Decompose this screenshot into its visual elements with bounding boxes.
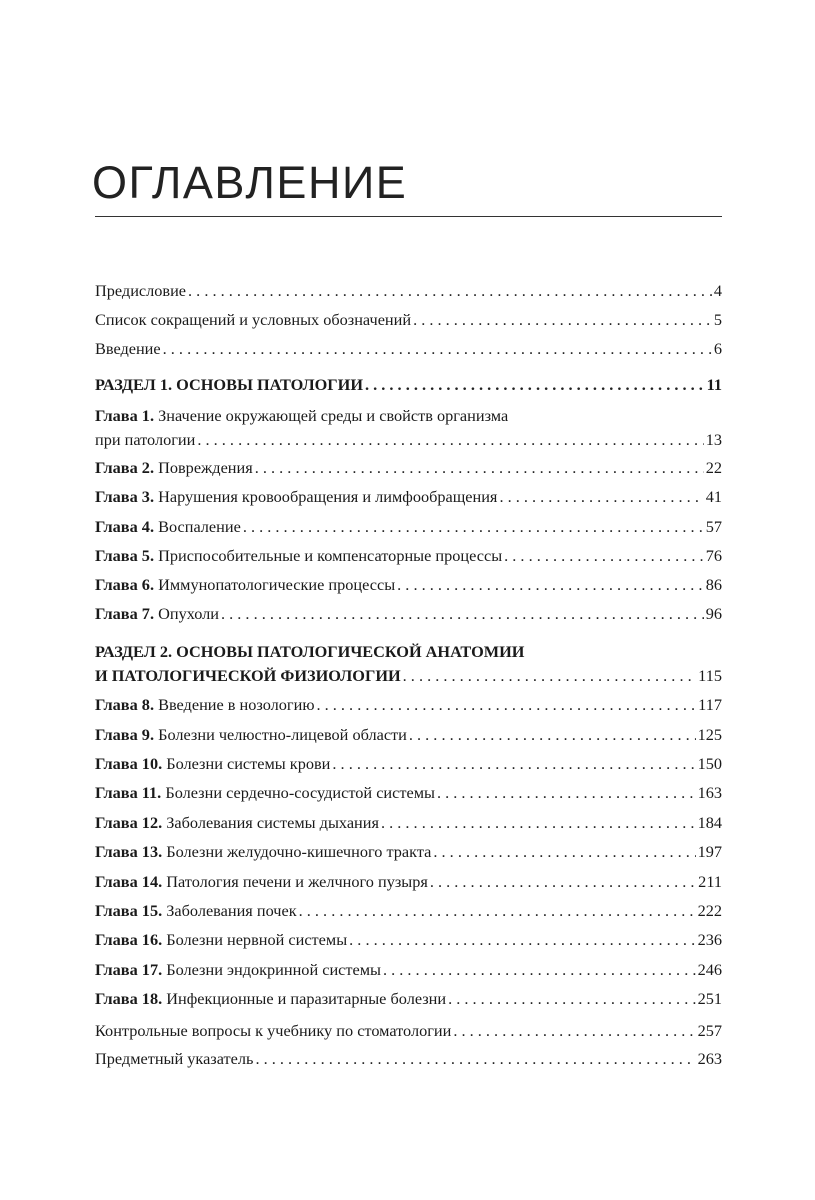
entry-title: Контрольные вопросы к учебнику по стоматологии [95,1021,452,1040]
page-number: 11 [706,375,722,394]
entry-title: Болезни нервной системы [166,930,348,949]
page-number: 251 [697,989,722,1008]
entry-title-line1: Значение окружающей среды и свойств организма [158,406,509,425]
toc-entry-abbreviations[interactable] [95,308,722,332]
toc-entry-chapter-14[interactable] [95,870,722,894]
leader-dots [437,781,696,805]
entry-title: Заболевания почек [166,901,297,920]
toc-entry-chapter-4[interactable] [95,515,722,539]
toc-entry-chapter-16[interactable] [95,928,722,952]
page-number: 163 [697,783,722,802]
entry-title: Заболевания системы дыхания [166,813,379,832]
chapter-number: Глава 13. [95,842,163,861]
toc-entry-review-questions[interactable] [95,1019,722,1043]
page-number: 150 [697,754,722,773]
leader-dots [453,1019,695,1043]
toc-entry-section-1[interactable] [95,373,722,397]
page-number: 22 [705,458,722,477]
entry-title: при патологии [95,430,196,449]
leader-dots [243,515,704,539]
entry-title: Повреждения [158,458,253,477]
entry-title: Введение [95,339,161,358]
entry-title: Предметный указатель [95,1049,254,1068]
chapter-number: Глава 9. [95,725,155,744]
page-number: 96 [705,604,722,623]
entry-title: Болезни желудочно-кишечного тракта [166,842,432,861]
chapter-number: Глава 8. [95,695,155,714]
page-number: 4 [713,281,722,300]
toc-entry-chapter-5[interactable] [95,544,722,568]
entry-title: Предисловие [95,281,187,300]
entry-title: Болезни челюстно-лицевой области [158,725,407,744]
page-number: 86 [705,575,722,594]
leader-dots [448,987,695,1011]
page-number: 184 [697,813,722,832]
page-number: 125 [697,725,722,744]
entry-title: Опухоли [158,604,219,623]
leader-dots [332,752,695,776]
chapter-number: Глава 15. [95,901,163,920]
page-number: 76 [705,546,722,565]
toc-entry-section-2[interactable] [95,640,722,688]
entry-title: Инфекционные и паразитарные болезни [166,989,447,1008]
leader-dots [316,693,696,717]
leader-dots [197,428,703,452]
page-number: 5 [713,310,722,329]
toc-entry-chapter-10[interactable] [95,752,722,776]
toc-entry-chapter-2[interactable] [95,456,722,480]
toc-entry-chapter-9[interactable] [95,723,722,747]
leader-dots [381,811,696,835]
leader-dots [163,337,712,361]
page-number: 117 [698,695,722,714]
entry-title: Введение в нозологию [158,695,315,714]
leader-dots [299,899,696,923]
page-number: 222 [697,901,722,920]
leader-dots [504,544,704,568]
page-number: 57 [705,517,722,536]
page-title: ОГЛАВЛЕНИЕ [92,157,408,208]
toc-entry-chapter-3[interactable] [95,485,722,509]
chapter-number: Глава 3. [95,487,155,506]
leader-dots [349,928,695,952]
title-rule [95,216,722,217]
chapter-number: Глава 5. [95,546,155,565]
leader-dots [383,958,696,982]
page-number: 236 [697,930,722,949]
page-number: 263 [697,1049,722,1068]
chapter-number: Глава 1. [95,406,155,425]
leader-dots [403,664,697,688]
page-number: 13 [705,430,722,449]
entry-title: РАЗДЕЛ 1. ОСНОВЫ ПАТОЛОГИИ [95,375,363,394]
entry-title: Воспаление [158,517,241,536]
chapter-number: Глава 6. [95,575,155,594]
chapter-number: Глава 12. [95,813,163,832]
leader-dots [188,279,712,303]
chapter-number: Глава 10. [95,754,163,773]
entry-title: Болезни сердечно-сосудистой системы [165,783,435,802]
toc-entry-chapter-8[interactable] [95,693,722,717]
page-number: 246 [697,960,722,979]
entry-title: Болезни эндокринной системы [166,960,381,979]
leader-dots [433,840,695,864]
page-number: 41 [705,487,722,506]
leader-dots [365,373,705,397]
entry-title: И ПАТОЛОГИЧЕСКОЙ ФИЗИОЛОГИИ [95,666,401,685]
leader-dots [499,485,703,509]
toc-entry-preface[interactable] [95,279,722,303]
toc-entry-chapter-13[interactable] [95,840,722,864]
chapter-number: Глава 11. [95,783,162,802]
leader-dots [397,573,704,597]
toc-entry-chapter-11[interactable] [95,781,722,805]
entry-title: Список сокращений и условных обозначений [95,310,412,329]
toc-entry-chapter-17[interactable] [95,958,722,982]
page-number: 6 [713,339,722,358]
leader-dots [413,308,712,332]
entry-title: Патология печени и желчного пузыря [166,872,428,891]
toc-entry-chapter-12[interactable] [95,811,722,835]
leader-dots [409,723,696,747]
entry-title: Иммунопатологические процессы [158,575,396,594]
entry-title-line1: РАЗДЕЛ 2. ОСНОВЫ ПАТОЛОГИЧЕСКОЙ АНАТОМИИ [95,642,525,661]
toc-entry-chapter-15[interactable] [95,899,722,923]
chapter-number: Глава 14. [95,872,163,891]
chapter-number: Глава 17. [95,960,163,979]
page-number: 197 [697,842,722,861]
toc-entry-introduction[interactable] [95,337,722,361]
leader-dots [430,870,696,894]
chapter-number: Глава 16. [95,930,163,949]
toc-entry-chapter-18[interactable] [95,987,722,1011]
toc-entry-chapter-7[interactable] [95,602,722,626]
entry-title: Приспособительные и компенсаторные процессы [158,546,503,565]
leader-dots [221,602,704,626]
entry-title: Нарушения кровообращения и лимфообращения [158,487,498,506]
toc-entry-chapter-6[interactable] [95,573,722,597]
entry-title: Болезни системы крови [166,754,331,773]
chapter-number: Глава 18. [95,989,163,1008]
leader-dots [255,1047,695,1071]
toc-entry-chapter-1[interactable] [95,404,722,452]
toc-entry-subject-index[interactable] [95,1047,722,1071]
leader-dots [255,456,704,480]
chapter-number: Глава 7. [95,604,155,623]
chapter-number: Глава 2. [95,458,155,477]
page-number: 211 [698,872,722,891]
chapter-number: Глава 4. [95,517,155,536]
page-number: 115 [698,666,722,685]
page-number: 257 [697,1021,722,1040]
